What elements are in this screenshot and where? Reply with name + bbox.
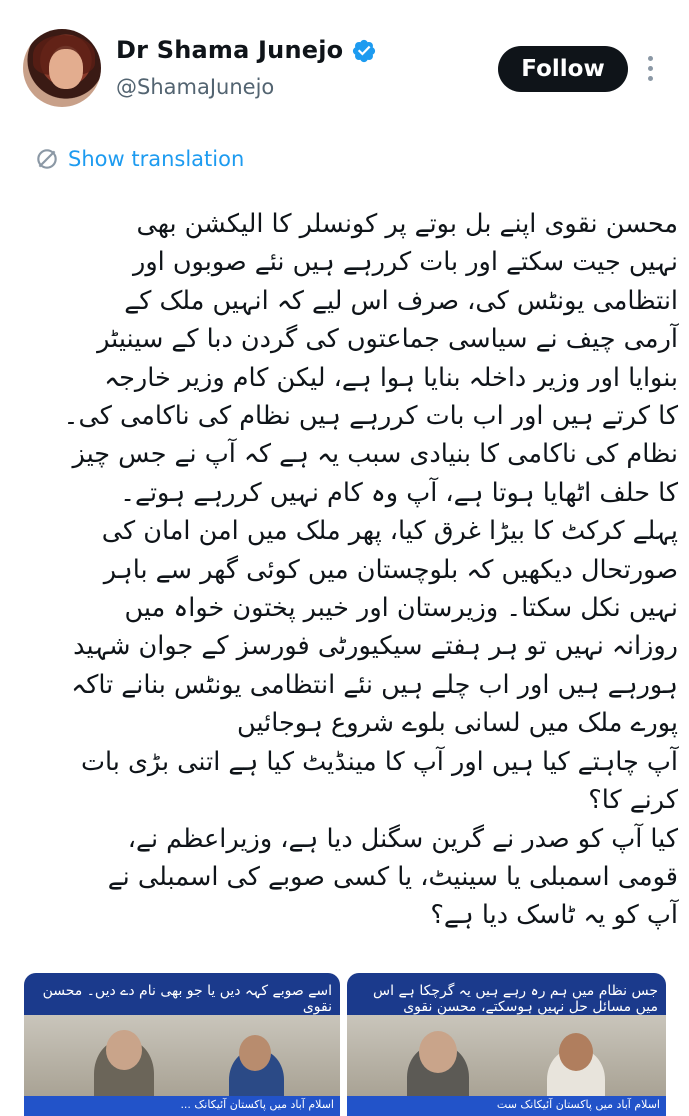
- news-ticker-text: اسلام آباد میں پاکستان آئیکانک ست: [496, 1098, 660, 1111]
- tweet-line: نہیں نکل سکتا۔ وزیرستان اور خیبر پختون خواہ میں: [124, 593, 678, 624]
- user-handle[interactable]: @ShamaJunejo: [116, 75, 275, 99]
- show-translation-link[interactable]: [34, 146, 244, 172]
- tweet-line: انتظامی یونٹس کی، صرف اس لیے کہ انہیں ملک کے: [124, 285, 678, 316]
- media-image-2[interactable]: [347, 973, 666, 1116]
- tweet-line: کا حلف اٹھایا ہوتا ہے، آپ وہ کام نہیں کررہے ہوتے۔: [120, 477, 678, 508]
- tweet-line: نہیں جیت سکتے اور بات کررہے ہیں نئے صوبوں اور: [133, 247, 678, 278]
- news-banner-text: اسے صوبے کہہ دیں یا جو بھی نام دے دیں۔ محسن نقوی: [42, 983, 332, 1015]
- tweet-line: آپ چاہتے کیا ہیں اور آپ کا مینڈیٹ کیا ہے اتنی بڑی بات: [80, 746, 678, 777]
- media-image-1[interactable]: [24, 973, 340, 1116]
- news-ticker-text: اسلام آباد میں پاکستان آئیکانک ...: [180, 1098, 334, 1111]
- tweet-line: کیا آپ کو صدر نے گرین سگنل دیا ہے، وزیراعظم نے،: [127, 823, 678, 854]
- tweet-text: [14, 205, 678, 935]
- tweet-line: پورے ملک میں لسانی بلوے شروع ہوجائیں: [237, 708, 678, 739]
- profile-avatar[interactable]: [23, 29, 101, 107]
- tweet-line: محسن نقوی اپنے بل بوتے پر کونسلر کا الیکشن بھی: [136, 209, 678, 239]
- news-banner-text: جس نظام میں ہم رہ رہے ہیں یہ گرچکا ہے اس میں مسائل حل نہیں ہوسکتے، محسن نقوی: [373, 983, 658, 1015]
- tweet-line: نظام کی ناکامی کا بنیادی سبب یہ ہے کہ آپ نے جس چیز: [72, 439, 678, 470]
- tweet-line: قومی اسمبلی یا سینیٹ، یا کسی صوبے کی اسمبلی نے: [107, 861, 678, 892]
- news-banner: [24, 973, 340, 1015]
- tweet-line: ہورہے ہیں اور اب چلے ہیں نئے انتظامی یونٹس بنانے تاکہ: [71, 669, 678, 700]
- tweet-media: [24, 973, 666, 1116]
- follow-button[interactable]: Follow: [498, 46, 628, 92]
- tweet-line: آرمی چیف نے سیاسی جماعتوں کی گردن دبا کے سینیٹر: [97, 324, 678, 355]
- tweet-line: روزانہ نہیں تو ہر ہفتے سیکیورٹی فورسز کے جوان شہید: [73, 631, 678, 662]
- tweet-line: صورتحال دیکھیں کہ بلوچستان میں کوئی گھر سے باہر: [103, 554, 678, 585]
- display-name[interactable]: Dr Shama Junejo: [116, 36, 344, 64]
- tweet-line: کرنے کا؟: [588, 785, 678, 816]
- tweet-line: پہلے کرکٹ کا بیڑا غرق کیا، پھر ملک میں امن امان کی: [101, 516, 678, 547]
- verified-badge-icon: [351, 38, 377, 64]
- tweet-line: بنوایا اور وزیر داخلہ بنایا ہوا ہے، لیکن کام وزیر خارجہ: [104, 362, 678, 393]
- news-ticker: [347, 1096, 666, 1116]
- show-translation-label: Show translation: [68, 147, 245, 171]
- translate-icon: [34, 146, 60, 172]
- news-banner: [347, 973, 666, 1015]
- tweet-line: کا کرتے ہیں اور اب بات کررہے ہیں نظام کی ناکامی کی۔: [63, 401, 678, 432]
- tweet-line: آپ کو یہ ٹاسک دیا ہے؟: [430, 900, 678, 931]
- more-vertical-icon[interactable]: [644, 56, 656, 84]
- news-ticker: [24, 1096, 340, 1116]
